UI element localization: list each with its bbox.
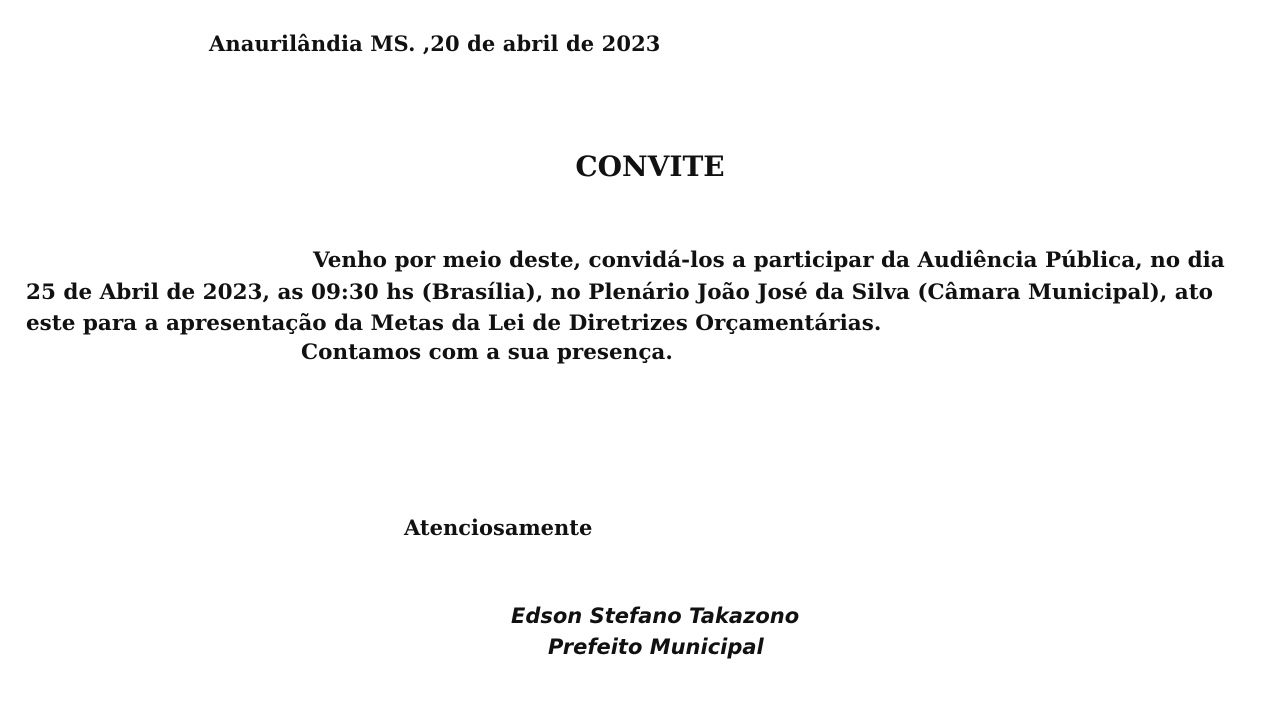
body-line: Contamos com a sua presença. (301, 340, 673, 365)
closing-salutation: Atenciosamente (404, 515, 593, 540)
place-date-line: Anaurilândia MS. ,20 de abril de 2023 (209, 31, 661, 56)
signer-name: Edson Stefano Takazono (511, 604, 800, 628)
signer-role: Prefeito Municipal (548, 635, 764, 659)
document-title: CONVITE (575, 150, 725, 183)
body-line: 25 de Abril de 2023, as 09:30 hs (Brasília), no Plenário João José da Silva (Câmara Municipal), ato (26, 280, 1213, 305)
body-line: Venho por meio deste, convidá-los a participar da Audiência Pública, no dia (313, 248, 1225, 273)
body-line: este para a apresentação da Metas da Lei de Diretrizes Orçamentárias. (26, 311, 882, 336)
